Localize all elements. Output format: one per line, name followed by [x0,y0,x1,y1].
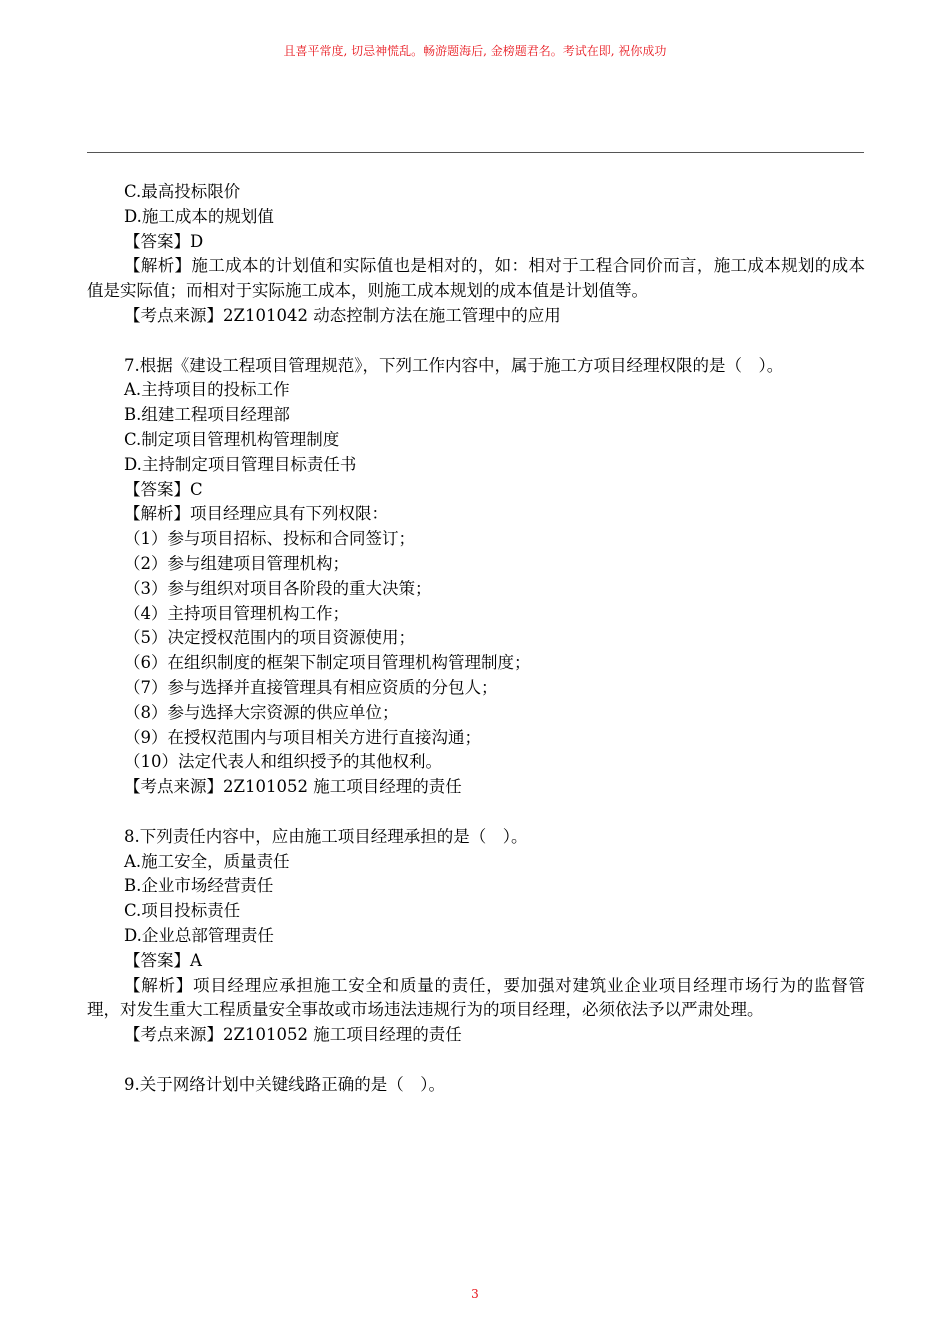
q7-question: 7.根据《建设工程项目管理规范》，下列工作内容中，属于施工方项目经理权限的是（ ）。 [124,355,784,375]
q8-option-b: B.企业市场经营责任 [124,876,274,896]
q8-option-d: D.企业总部管理责任 [124,925,274,945]
spacer [87,329,865,354]
q7-item: （7）参与选择并直接管理具有相应资质的分包人； [124,677,498,697]
q6-answer: 【答案】D [124,231,204,251]
q7-option-c: C.制定项目管理机构管理制度 [124,429,340,449]
q7-option-d: D.主持制定项目管理目标责任书 [124,454,357,474]
q7-item: （5）决定授权范围内的项目资源使用； [124,628,415,648]
q7-analysis-intro: 【解析】项目经理应具有下列权限： [124,504,388,524]
q7-item: （3）参与组织对项目各阶段的重大决策； [124,578,432,598]
q7-item: （4）主持项目管理机构工作； [124,603,349,623]
spacer [87,1048,865,1073]
q6-option-c: C.最高投标限价 [124,182,241,201]
q8-source: 【考点来源】2Z101052 施工项目经理的责任 [124,1025,462,1045]
q6-option-d: D.施工成本的规划值 [124,206,274,226]
q8-question: 8.下列责任内容中，应由施工项目经理承担的是（ ）。 [124,826,528,846]
q7-item: （10）法定代表人和组织授予的其他权利。 [124,752,442,772]
q6-analysis: 【解析】施工成本的计划值和实际值也是相对的，如：相对于工程合同价而言，施工成本规划的成本值是实际值；而相对于实际施工成本，则施工成本规划的成本值是计划值等。 [87,256,865,301]
q8-answer: 【答案】A [124,950,202,970]
q7-option-a: A.主持项目的投标工作 [124,380,290,400]
q6-source: 【考点来源】2Z101042 动态控制方法在施工管理中的应用 [124,305,561,325]
q7-item: （6）在组织制度的框架下制定项目管理机构管理制度； [124,653,531,673]
q7-answer: 【答案】C [124,479,203,499]
document-body [87,180,865,1097]
q8-analysis: 【解析】项目经理应承担施工安全和质量的责任，要加强对建筑业企业项目经理市场行为的监督管理，对发生重大工程质量安全事故或市场违法违规行为的项目经理，必须依法予以严肃处理。 [87,975,865,1020]
q8-option-c: C.项目投标责任 [124,901,241,921]
q7-item: （1）参与项目招标、投标和合同签订； [124,529,415,549]
q7-source: 【考点来源】2Z101052 施工项目经理的责任 [124,777,462,797]
q9-question: 9.关于网络计划中关键线路正确的是（ ）。 [124,1074,445,1094]
q8-option-a: A.施工安全，质量责任 [124,851,290,871]
header-slogan: 且喜平常度, 切忌神慌乱。畅游题海后, 金榜题君名。考试在即, 祝你成功 [283,44,667,58]
page-number: 3 [471,1287,479,1301]
q7-item: （2）参与组建项目管理机构； [124,553,349,573]
q7-item: （8）参与选择大宗资源的供应单位； [124,702,399,722]
q7-item: （9）在授权范围内与项目相关方进行直接沟通； [124,727,481,747]
spacer [87,800,865,825]
q7-option-b: B.组建工程项目经理部 [124,405,290,425]
header-divider [87,152,864,153]
